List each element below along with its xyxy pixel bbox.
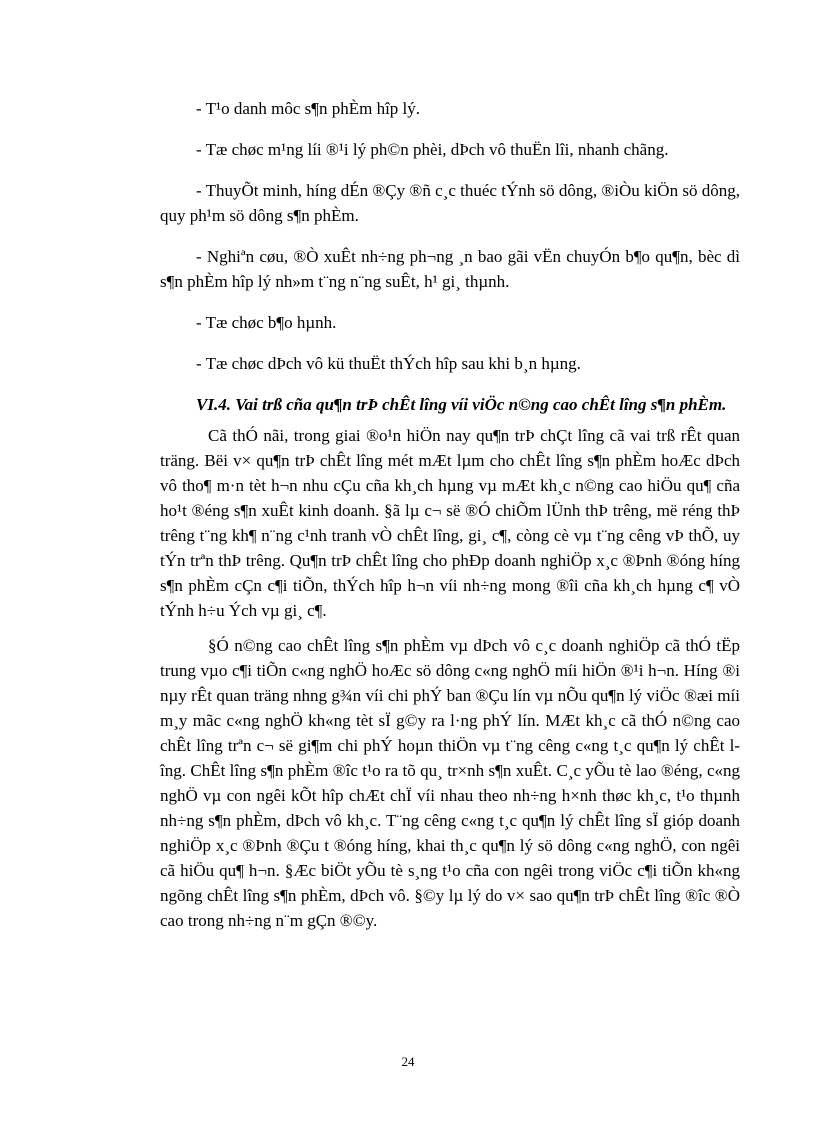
section-heading: VI.4. Vai trß cña qu¶n trÞ chÊt lîng víi viÖc n©ng cao chÊt lîng s¶n phÈm. bbox=[196, 395, 727, 414]
bullet-item: - Tæ chøc m¹ng líi ®¹i lý ph©n phèi, dÞch vô thuËn lîi, nhanh chãng. bbox=[196, 140, 669, 159]
bullet-item: - Tæ chøc b¶o hµnh. bbox=[196, 313, 337, 332]
page-number: 24 bbox=[401, 1054, 415, 1069]
body-paragraph: §Ó n©ng cao chÊt lîng s¶n phÈm vµ dÞch vô c¸c doanh nghiÖp cã thÓ tËp trung vµo c¶i tiÕn c«ng nghÖ hoÆc sö dông c«ng nghÖ míi hiÖn ®¹i h¬n. Híng ®i nµy rÊt quan träng nhng g¾n víi chi phÝ ban ®Çu lín vµ nÕu qu¶n lý viÖc ®æi míi m¸y mãc c«ng nghÖ kh«ng tèt sÏ g©y ra l·ng phÝ lín. MÆt kh¸c cã thÓ n©ng cao chÊt lîng trªn c¬ së gi¶m chi phÝ hoµn thiÖn vµ t¨ng cêng c«ng t¸c qu¶n lý chÊt lîng. ChÊt lîng s¶n phÈm ®îc t¹o ra tõ qu¸ tr×nh s¶n xuÊt. C¸c yÕu tè lao ®éng, c«ng nghÖ vµ con ngêi kÕt hîp chÆt chÏ víi nhau theo nh÷ng h×nh thøc kh¸c, t¹o thµnh nh÷ng s¶n phÈm, dÞch vô kh¸c. T¨ng cêng c«ng t¸c qu¶n lý chÊt lîng sÏ gióp doanh nghiÖp x¸c ®Þnh ®Çu t ®óng híng, khai th¸c qu¶n lý sö dông c«ng nghÖ, con ngêi cã hiÖu qu¶ h¬n. §Æc biÖt yÕu tè s¸ng t¹o cña con ngêi trong viÖc c¶i tiÕn kh«ng ngõng chÊt lîng s¶n phÈm, dÞch vô. §©y lµ lý do v× sao qu¶n trÞ chÊt lîng ®îc ®Ò cao trong nh÷ng n¨m gÇn ®©y. bbox=[160, 636, 740, 930]
body-paragraph: Cã thÓ nãi, trong giai ®o¹n hiÖn nay qu¶n trÞ chÇt lîng cã vai trß rÊt quan träng. Bëi v× qu¶n trÞ chÊt lîng mét mÆt lµm cho chÊt lîng s¶n phÈm hoÆc dÞch vô tho¶ m·n tèt h¬n nhu cÇu cña kh¸ch hµng vµ mÆt kh¸c n©ng cao hiÖu qu¶ cña ho¹t ®éng s¶n xuÊt kinh doanh. §ã lµ c¬ së ®Ó chiÕm lÜnh thÞ trêng, më réng thÞ trêng t¨ng kh¶ n¨ng c¹nh tranh vÒ chÊt lîng, gi¸ c¶, còng cè vµ t¨ng cêng vÞ thÕ, uy tÝn trªn thÞ trêng. Qu¶n trÞ chÊt lîng cho phÐp doanh nghiÖp x¸c ®Þnh ®óng híng s¶n phÈm cÇn c¶i tiÕn, thÝch hîp h¬n víi nh÷ng mong ®îi cña kh¸ch hµng c¶ vÒ tÝnh h÷u Ých vµ gi¸ c¶. bbox=[160, 426, 740, 620]
bullet-item: - Tæ chøc dÞch vô kü thuËt thÝch hîp sau khi b¸n hµng. bbox=[196, 354, 581, 373]
bullet-item: - ThuyÕt minh, híng dÉn ®Çy ®ñ c¸c thuéc tÝnh sö dông, ®iÒu kiÖn sö dông, quy ph¹m sö dông s¶n phÈm. bbox=[160, 181, 740, 225]
bullet-item: - Nghiªn cøu, ®Ò xuÊt nh÷ng ph¬ng ¸n bao gãi vËn chuyÓn b¶o qu¶n, bèc dì s¶n phÈm hîp lý nh»m t¨ng n¨ng suÊt, h¹ gi¸ thµnh. bbox=[160, 247, 740, 291]
bullet-item: - T¹o danh môc s¶n phÈm hîp lý. bbox=[196, 99, 421, 118]
document-page bbox=[160, 96, 740, 943]
